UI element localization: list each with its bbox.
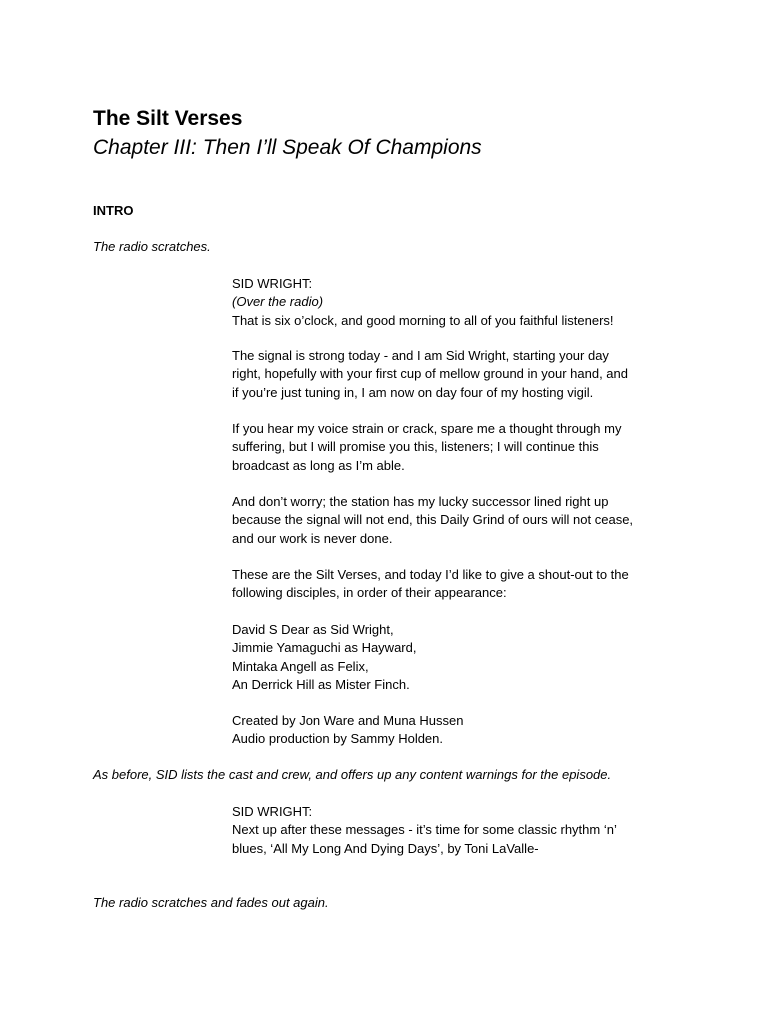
dialogue-line: right, hopefully with your first cup of mellow ground in your hand, and — [232, 366, 628, 382]
dialogue-line: Next up after these messages - it’s time for some classic rhythm ‘n’ — [232, 822, 617, 838]
dialogue-line: blues, ‘All My Long And Dying Days’, by Toni LaValle- — [232, 840, 539, 856]
credits — [232, 712, 682, 749]
dialogue-line: The signal is strong today - and I am Sid Wright, starting your day — [232, 348, 609, 363]
character-name: SID WRIGHT: — [232, 276, 313, 291]
dialogue-line: if you’re just tuning in, I am now on day four of my hosting vigil. — [232, 384, 594, 400]
dialogue-line: following disciples, in order of their appearance: — [232, 585, 507, 601]
dialogue-line: suffering, but I will promise you this, listeners; I will continue this — [232, 439, 599, 455]
cast-item: David S Dear as Sid Wright, — [232, 622, 394, 637]
dialogue-paragraph-2 — [232, 347, 682, 402]
character-name: SID WRIGHT: — [232, 804, 313, 819]
dialogue-line: And don’t worry; the station has my lucky successor lined right up — [232, 494, 609, 509]
action-line-1: The radio scratches. — [93, 239, 211, 254]
cast-list — [232, 621, 682, 694]
document-title: The Silt Verses — [93, 107, 243, 130]
dialogue-paragraph-4 — [232, 493, 682, 548]
credit-line: Created by Jon Ware and Muna Hussen — [232, 713, 464, 728]
dialogue-line: because the signal will not end, this Daily Grind of ours will not cease, — [232, 512, 634, 528]
section-heading: INTRO — [93, 203, 134, 218]
action-line-2: As before, SID lists the cast and crew, and offers up any content warnings for the episode. — [93, 767, 612, 782]
chapter-subtitle: Chapter III: Then I’ll Speak Of Champions — [93, 136, 482, 159]
credit-line: Audio production by Sammy Holden. — [232, 731, 444, 747]
dialogue-line: That is six o’clock, and good morning to all of you faithful listeners! — [232, 312, 614, 328]
cast-item: Jimmie Yamaguchi as Hayward, — [232, 640, 417, 656]
action-line-3: The radio scratches and fades out again. — [93, 895, 329, 910]
dialogue-line: and our work is never done. — [232, 530, 393, 546]
dialogue-paragraph-5 — [232, 566, 682, 603]
dialogue-block-1 — [232, 275, 682, 330]
dialogue-line: If you hear my voice strain or crack, spare me a thought through my — [232, 421, 622, 436]
dialogue-line: These are the Silt Verses, and today I’d like to give a shout-out to the — [232, 567, 629, 582]
dialogue-line: broadcast as long as I’m able. — [232, 457, 405, 473]
dialogue-paragraph-3 — [232, 420, 682, 475]
dialogue-block-2 — [232, 803, 682, 858]
parenthetical: (Over the radio) — [232, 294, 324, 310]
cast-item: Mintaka Angell as Felix, — [232, 658, 369, 674]
cast-item: An Derrick Hill as Mister Finch. — [232, 676, 410, 692]
